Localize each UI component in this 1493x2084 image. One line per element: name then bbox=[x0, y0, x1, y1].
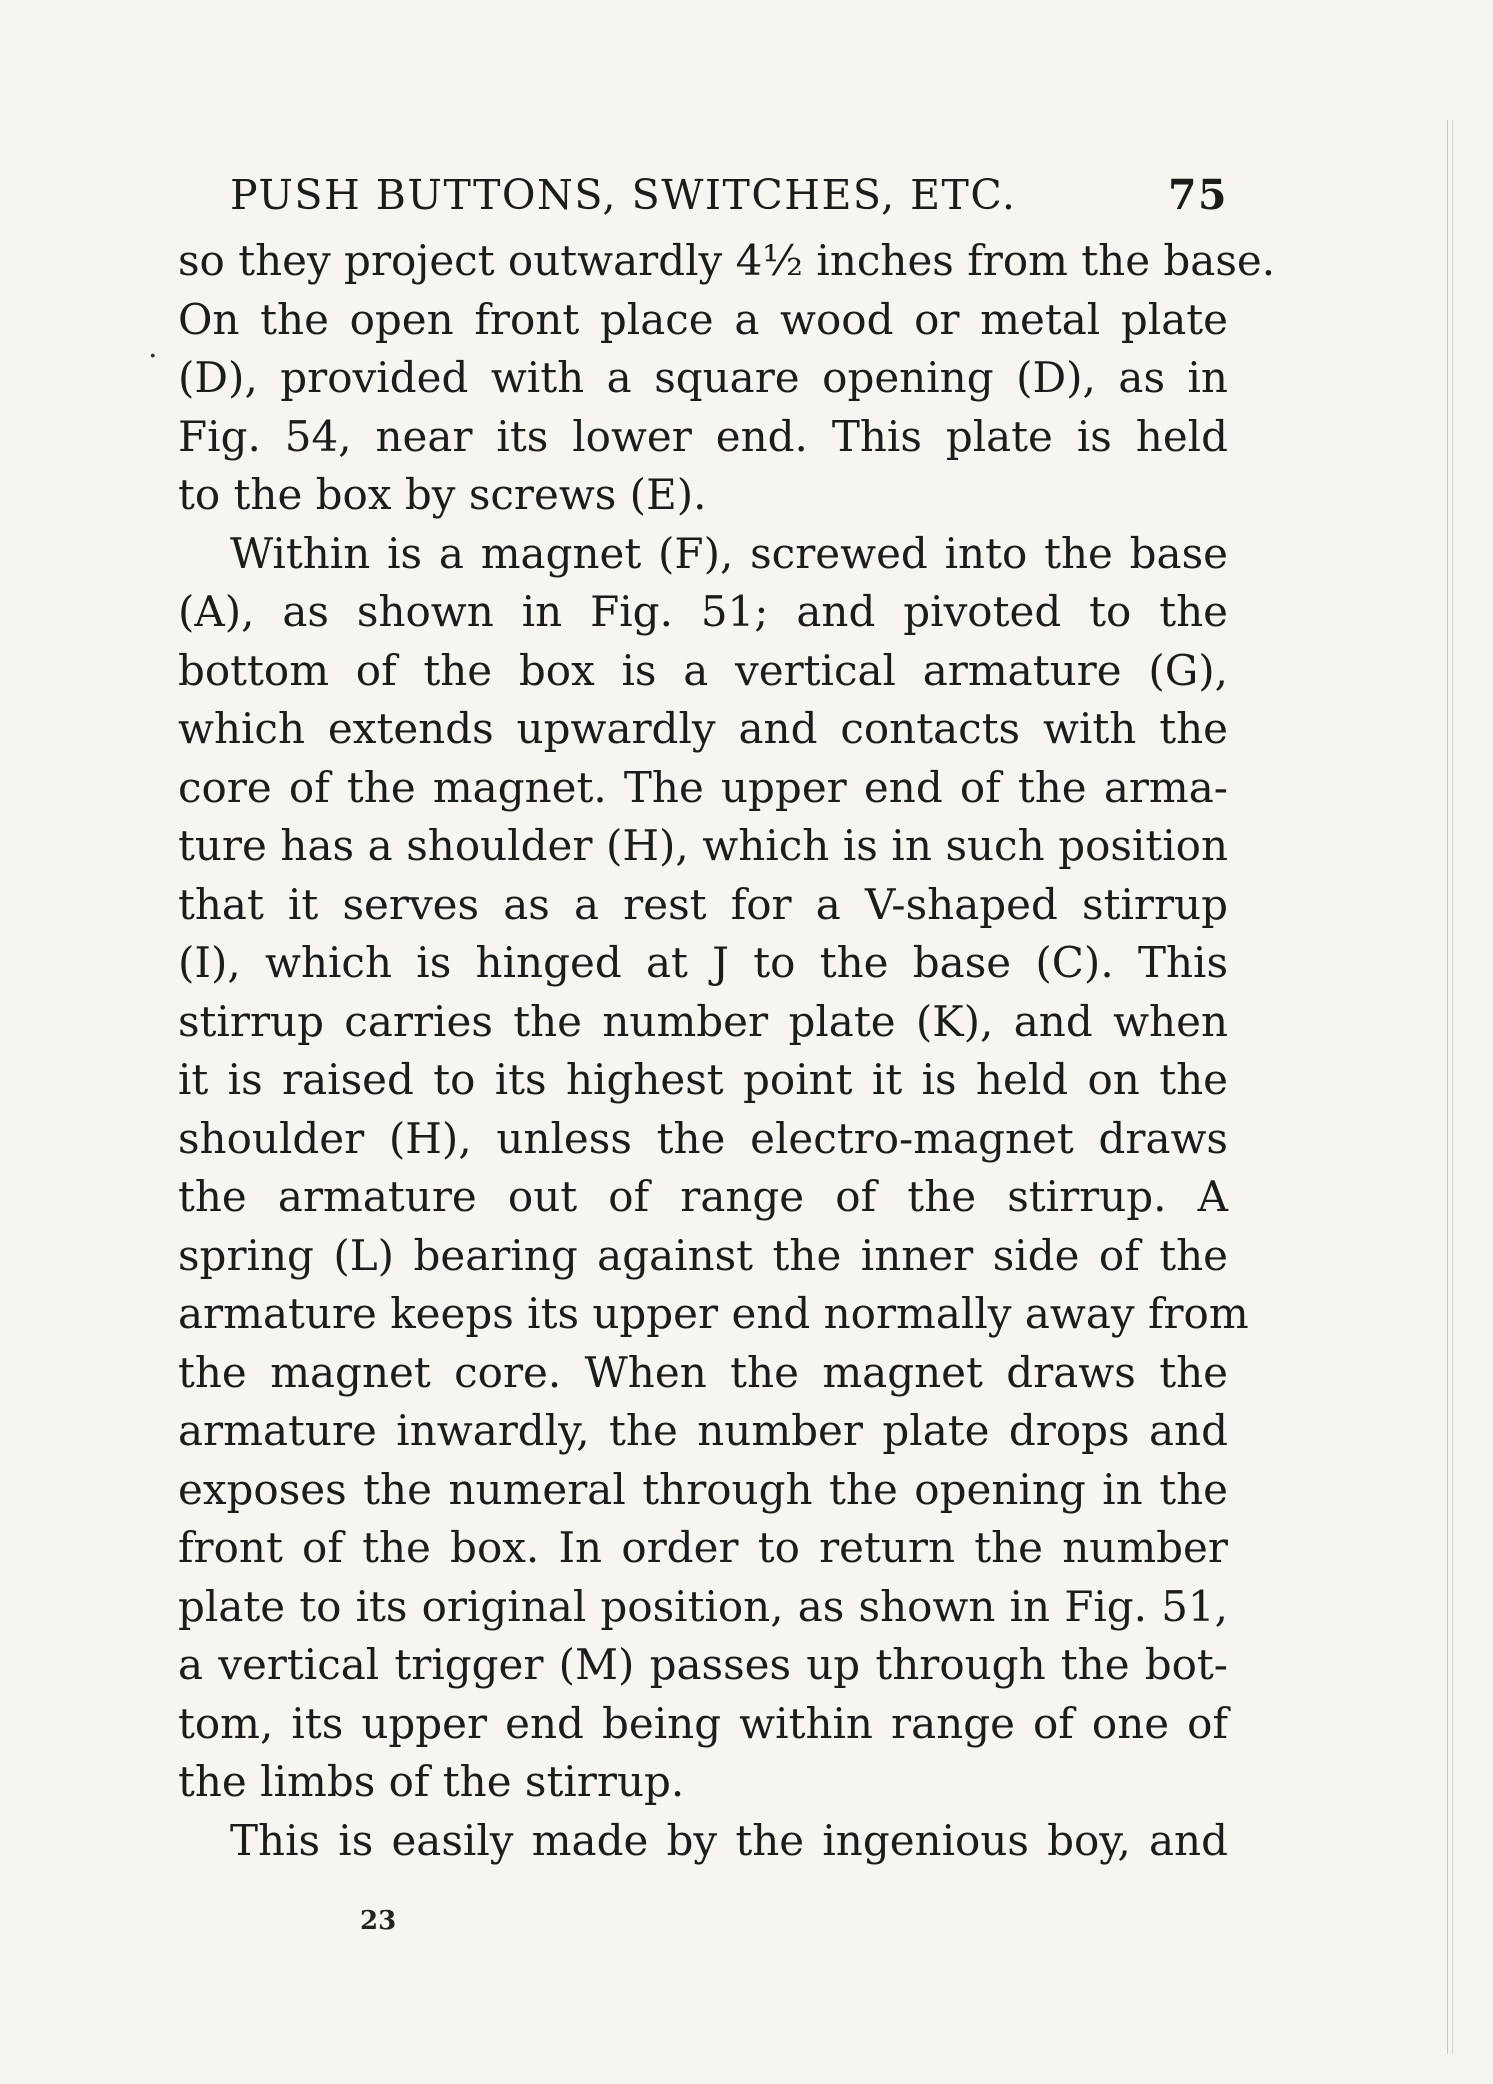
text-line: so they project outwardly 4½ inches from the base. bbox=[178, 236, 1276, 285]
text-line: that it serves as a rest for a V-shaped stirrup bbox=[178, 879, 1228, 929]
text-line: tom, its upper end being within range of one of bbox=[178, 1698, 1228, 1748]
margin-mark: . bbox=[148, 330, 158, 365]
text-line: which extends upwardly and contacts with the bbox=[178, 704, 1228, 753]
book-page bbox=[178, 160, 1276, 1870]
text-line: front of the box. In order to return the number bbox=[178, 1523, 1228, 1572]
text-line: bottom of the box is a vertical armature (G), bbox=[178, 645, 1228, 695]
text-line: stirrup carries the number plate (K), and when bbox=[178, 996, 1228, 1046]
text-line: spring (L) bearing against the inner side of the bbox=[178, 1230, 1228, 1280]
text-line: (D), provided with a square opening (D), as in bbox=[178, 353, 1228, 402]
text-line: the armature out of range of the stirrup. A bbox=[178, 1172, 1228, 1221]
text-line: the magnet core. When the magnet draws the bbox=[178, 1347, 1228, 1397]
text-line: On the open front place a wood or metal plate bbox=[178, 294, 1228, 344]
signature-mark: 23 bbox=[360, 1906, 397, 1936]
text-line: a vertical trigger (M) passes up through the bot- bbox=[178, 1640, 1228, 1689]
page-edge bbox=[1447, 120, 1453, 2054]
text-line: (A), as shown in Fig. 51; and pivoted to the bbox=[178, 587, 1228, 636]
text-line: ture has a shoulder (H), which is in such position bbox=[178, 821, 1228, 870]
text-line: This is easily made by the ingenious boy, and bbox=[230, 1815, 1228, 1865]
page-number: 75 bbox=[1167, 171, 1228, 219]
text-line: to the box by screws (E). bbox=[178, 470, 707, 519]
text-line: core of the magnet. The upper end of the arma- bbox=[178, 762, 1228, 812]
text-line: (I), which is hinged at J to the base (C). This bbox=[178, 938, 1228, 987]
running-head bbox=[178, 160, 1228, 230]
text-line: Within is a magnet (F), screwed into the base bbox=[230, 528, 1228, 578]
running-head-title: PUSH BUTTONS, SWITCHES, ETC. bbox=[230, 171, 1017, 219]
text-line: armature keeps its upper end normally away from bbox=[178, 1289, 1249, 1338]
text-line: shoulder (H), unless the electro-magnet draws bbox=[178, 1113, 1228, 1163]
text-line: exposes the numeral through the opening in the bbox=[178, 1464, 1228, 1514]
text-line: the limbs of the stirrup. bbox=[178, 1757, 685, 1806]
text-line: it is raised to its highest point it is held on the bbox=[178, 1055, 1228, 1104]
text-line: plate to its original position, as shown in Fig. 51, bbox=[178, 1581, 1228, 1631]
body-text bbox=[178, 232, 1276, 1870]
text-line: Fig. 54, near its lower end. This plate is held bbox=[178, 411, 1228, 461]
text-line: armature inwardly, the number plate drops and bbox=[178, 1406, 1228, 1455]
